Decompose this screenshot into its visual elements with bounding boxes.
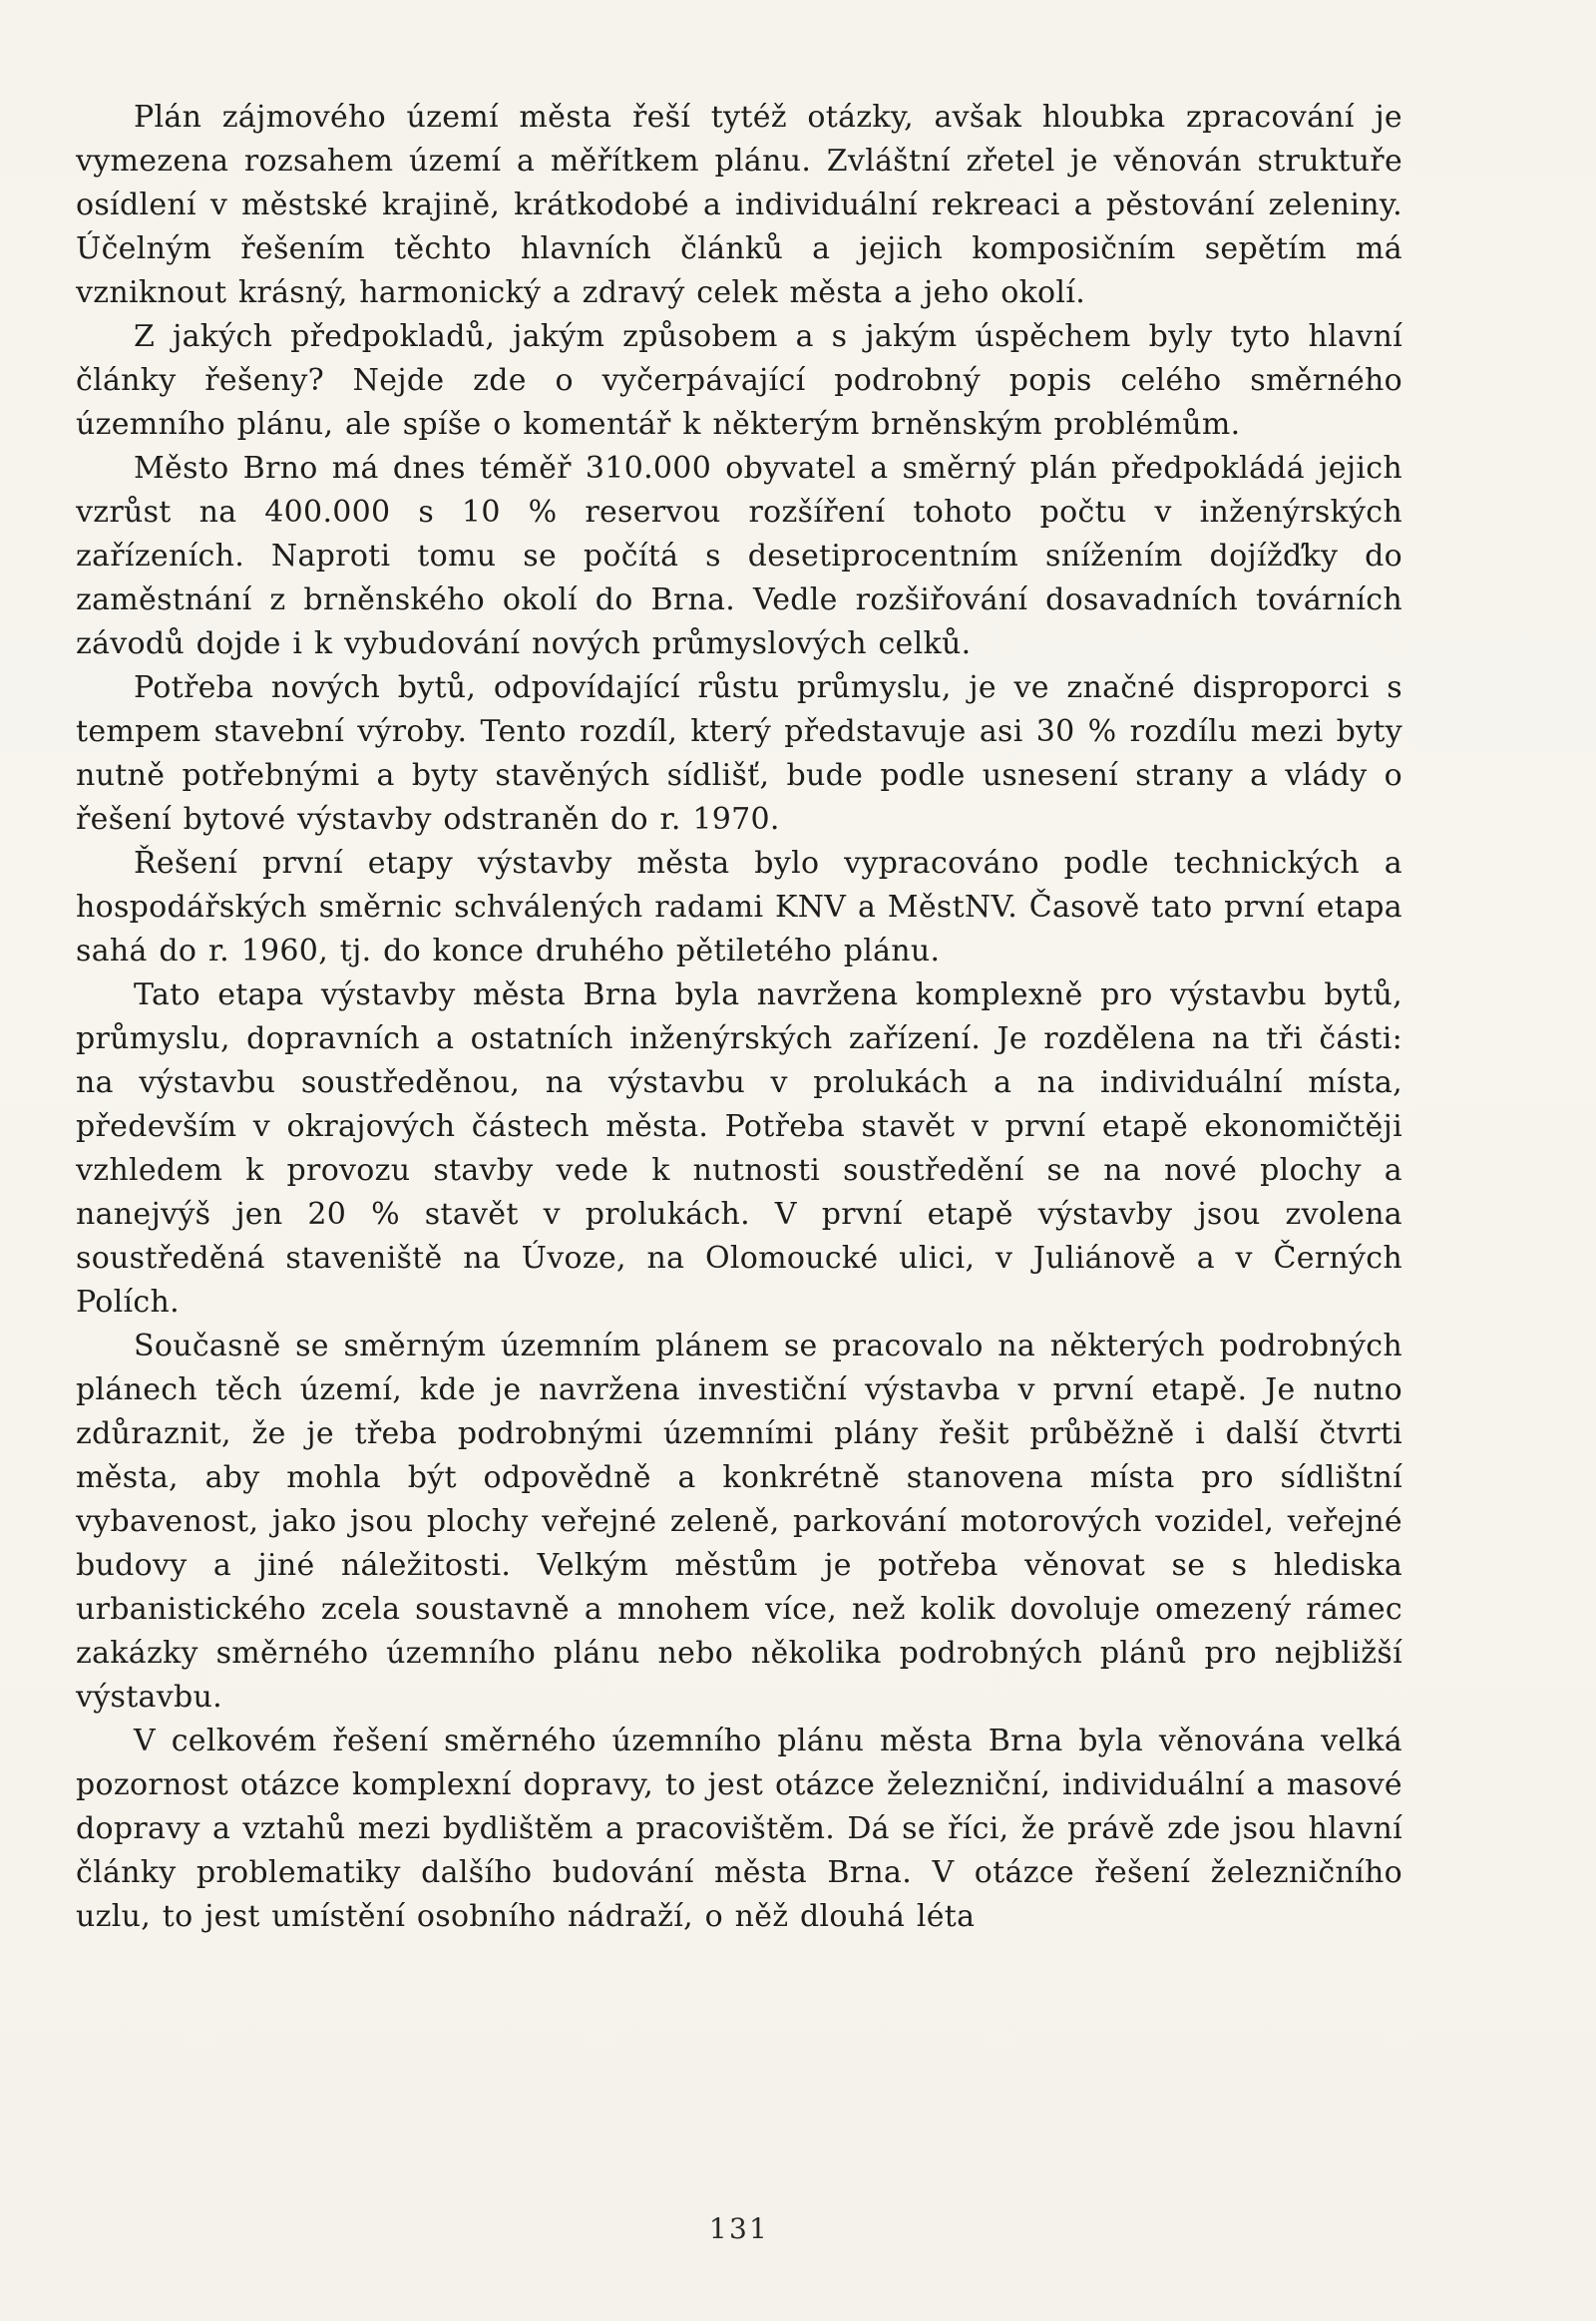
paragraph: Město Brno má dnes téměř 310.000 obyvatel a směrný plán předpokládá jejich vzrůst na 400.000 s 10 % reservou rozšíření tohoto počtu v inženýrských zařízeních. Naproti tomu se počítá s desetiprocentním snížením dojížďky do zaměstnání z brněnského okolí do Brna. Vedle rozšiřování dosavadních továrních závodů dojde i k vybudování nových průmyslových celků. — [76, 451, 1402, 661]
paragraph: V celkovém řešení směrného územního plánu města Brna byla věnována velká pozornost otázce komplexní dopravy, to jest otázce železniční, individuální a masové dopravy a vztahů mezi bydlištěm a pracovištěm. Dá se říci, že právě zde jsou hlavní články problematiky dalšího budování města Brna. V otázce řešení železničního uzlu, to jest umístění osobního nádraží, o něž dlouhá léta — [76, 1724, 1402, 1934]
paragraph: Tato etapa výstavby města Brna byla navržena komplexně pro výstavbu bytů, průmyslu, dopravních a ostatních inženýrských zařízení. Je rozdělena na tři části: na výstavbu soustředěnou, na výstavbu v prolukách a na individuální místa, především v okrajových částech města. Potřeba stavět v první etapě ekonomičtěji vzhledem k provozu stavby vede k nutnosti soustředění se na nové plochy a nanejvýš jen 20 % stavět v prolukách. V první etapě výstavby jsou zvolena soustředěná staveniště na Úvoze, na Olomoucké ulici, v Juliánově a v Černých Polích. — [76, 977, 1402, 1320]
paragraph: Řešení první etapy výstavby města bylo vypracováno podle technických a hospodářských směrnic schválených radami KNV a MěstNV. Časově tato první etapa sahá do r. 1960, tj. do konce druhého pětiletého plánu. — [76, 846, 1402, 968]
paragraph: Potřeba nových bytů, odpovídající růstu průmyslu, je ve značné disproporci s tempem stavební výroby. Tento rozdíl, který představuje asi 30 % rozdílu mezi byty nutně potřebnými a byty stavěných sídlišť, bude podle usnesení strany a vlády o řešení bytové výstavby odstraněn do r. 1970. — [76, 670, 1402, 837]
text-block — [76, 96, 1402, 1939]
paragraph: Současně se směrným územním plánem se pracovalo na některých podrobných plánech těch území, kde je navržena investiční výstavba v první etapě. Je nutno zdůraznit, že je třeba podrobnými územními plány řešit průběžně i další čtvrti města, aby mohla být odpovědně a konkrétně stanovena místa pro sídlištní vybavenost, jako jsou plochy veřejné zeleně, parkování motorových vozidel, veřejné budovy a jiné náležitosti. Velkým městům je potřeba věnovat se s hlediska urbanistického zcela soustavně a mnohem více, než kolik dovoluje omezený rámec zakázky směrného územního plánu nebo několika podrobných plánů pro nejbližší výstavbu. — [76, 1329, 1402, 1715]
paragraph: Z jakých předpokladů, jakým způsobem a s jakým úspěchem byly tyto hlavní články řešeny? Nejde zde o vyčerpávající podrobný popis celého směrného územního plánu, ale spíše o komentář k některým brněnským problémům. — [76, 319, 1402, 442]
paragraph: Plán zájmového území města řeší tytéž otázky, avšak hloubka zpracování je vymezena rozsahem území a měřítkem plánu. Zvláštní zřetel je věnován struktuře osídlení v městské krajině, krátkodobé a individuální rekreaci a pěstování zeleniny. Účelným řešením těchto hlavních článků a jejich komposičním sepětím má vzniknout krásný, harmonický a zdravý celek města a jeho okolí. — [76, 100, 1402, 310]
page-number: 131 — [708, 2212, 770, 2245]
